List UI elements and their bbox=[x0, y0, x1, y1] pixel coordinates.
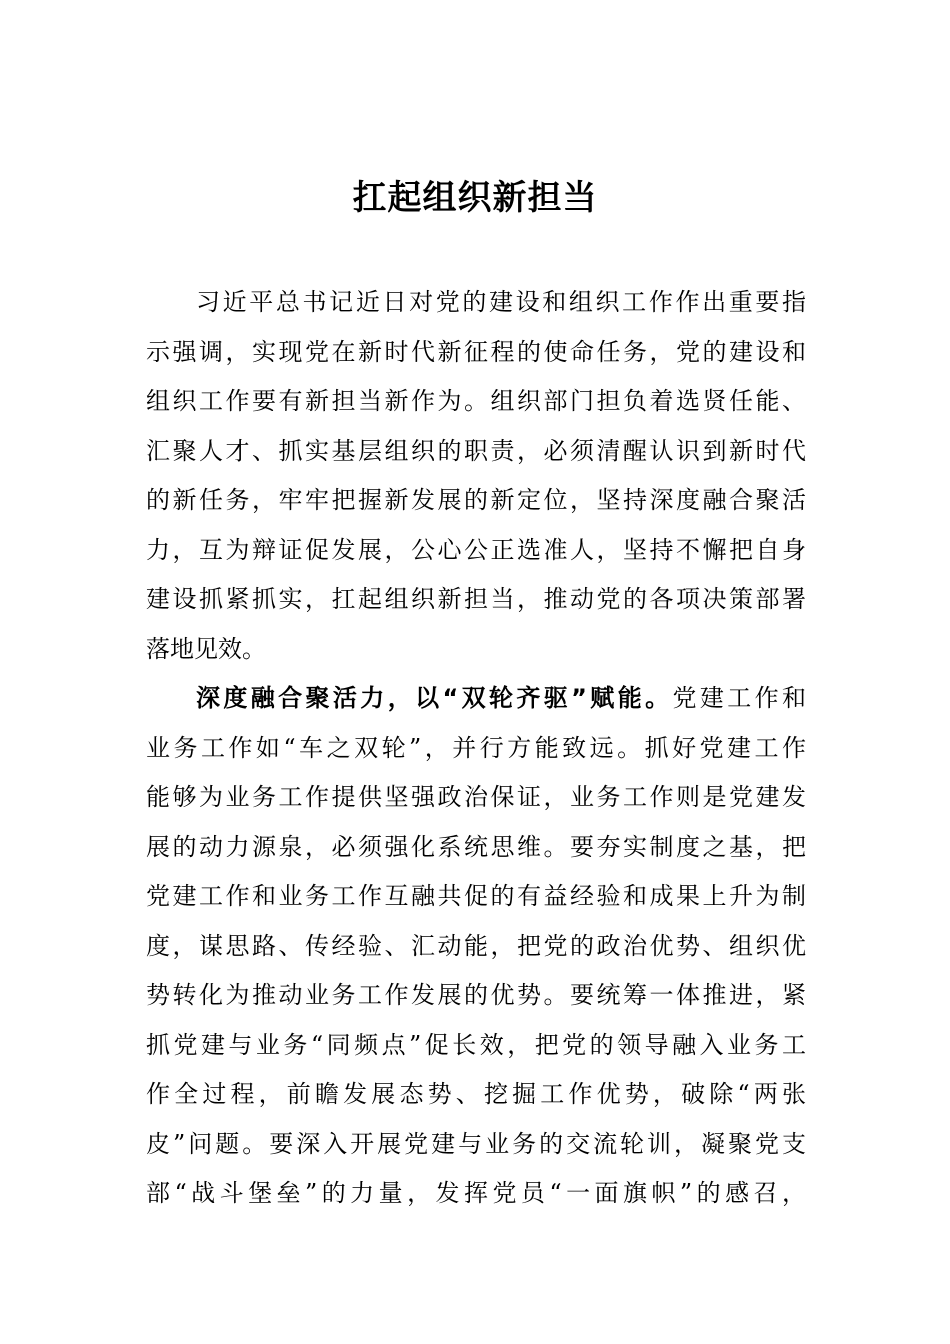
paragraph-line: 势转化为推动业务工作发展的优势。要统筹一体推进，紧 bbox=[146, 981, 806, 1009]
paragraph-line: 组织工作要有新担当新作为。组织部门担负着选贤任能、 bbox=[146, 387, 806, 415]
section-heading: 深度融合聚活力，以“双轮齐驱”赋能。 bbox=[196, 684, 673, 712]
paragraph-line: 习近平总书记近日对党的建设和组织工作作出重要指 bbox=[196, 288, 806, 316]
paragraph-line: 能够为业务工作提供坚强政治保证，业务工作则是党建发 bbox=[146, 783, 806, 811]
paragraph-2 bbox=[146, 674, 806, 1219]
paragraph-line: 力，互为辩证促发展，公心公正选准人，坚持不懈把自身 bbox=[146, 535, 806, 564]
paragraph-line: 汇聚人才、抓实基层组织的职责，必须清醒认识到新时代 bbox=[146, 436, 806, 465]
paragraph-line: 示强调，实现党在新时代新征程的使命任务，党的建设和 bbox=[146, 337, 806, 366]
paragraph-line: 作全过程，前瞻发展态势、挖掘工作优势，破除“两张 bbox=[146, 1080, 806, 1108]
paragraph-first-line bbox=[146, 674, 806, 724]
paragraph-line: 展的动力源泉，必须强化系统思维。要夯实制度之基，把 bbox=[146, 832, 806, 861]
paragraph-line: 部“战斗堡垒”的力量，发挥党员“一面旗帜”的感召， bbox=[146, 1179, 806, 1207]
paragraph-line-rest: 党建工作和 bbox=[672, 684, 806, 712]
paragraph-line: 度，谋思路、传经验、汇动能，把党的政治优势、组织优 bbox=[146, 931, 806, 960]
paragraph-line: 的新任务，牢牢把握新发展的新定位，坚持深度融合聚活 bbox=[146, 486, 806, 514]
paragraph-line: 建设抓紧抓实，扛起组织新担当，推动党的各项决策部署 bbox=[146, 585, 806, 613]
paragraph-line: 党建工作和业务工作互融共促的有益经验和成果上升为制 bbox=[146, 882, 806, 910]
paragraph-line: 落地见效。 bbox=[146, 634, 266, 663]
paragraph-line: 皮”问题。要深入开展党建与业务的交流轮训，凝聚党支 bbox=[146, 1129, 806, 1158]
document-title: 扛起组织新担当 bbox=[352, 178, 598, 218]
document-body bbox=[146, 278, 806, 1219]
paragraph-1 bbox=[146, 278, 806, 674]
paragraph-line: 业务工作如“车之双轮”，并行方能致远。抓好党建工作 bbox=[146, 733, 806, 762]
paragraph-line: 抓党建与业务“同频点”促长效，把党的领导融入业务工 bbox=[146, 1030, 806, 1059]
